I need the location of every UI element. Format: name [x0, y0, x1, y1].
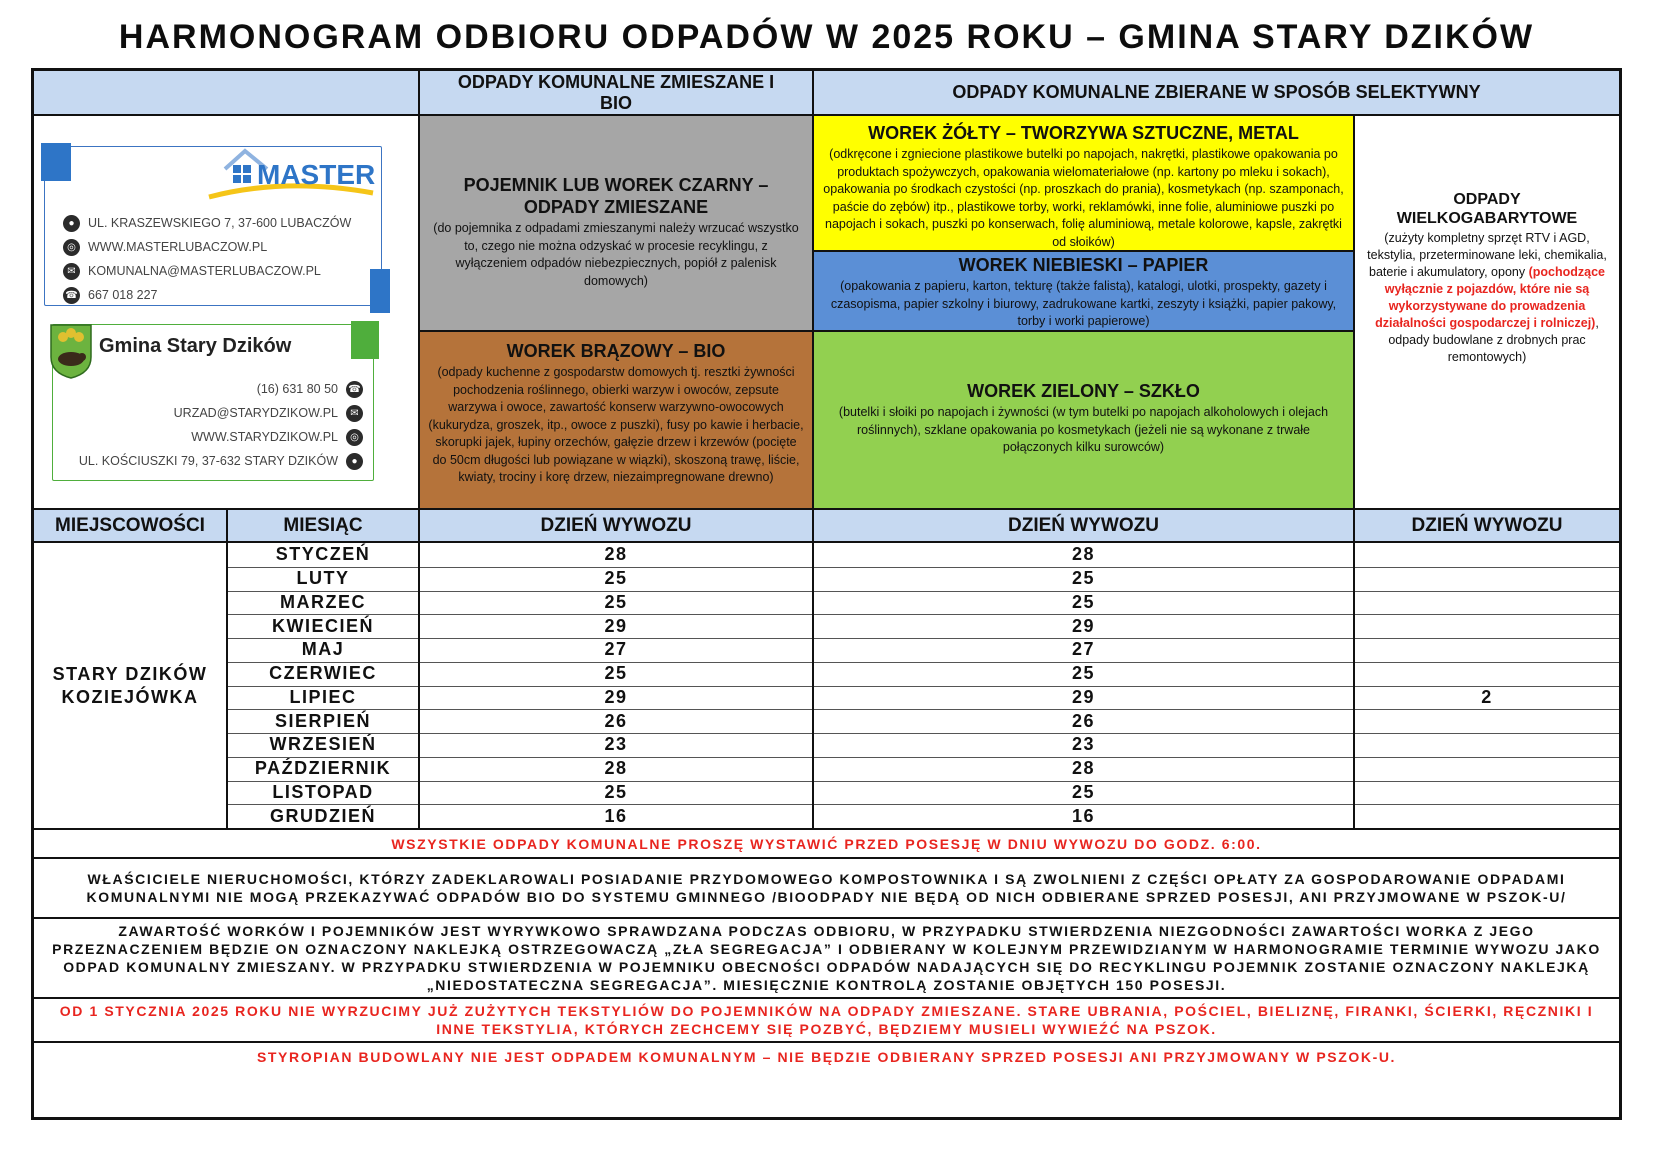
month-cell: KWIECIEŃ: [272, 615, 374, 636]
day-mixed-cell: 27: [604, 639, 628, 660]
day-selective-cell: 27: [1071, 639, 1096, 660]
notice-styrofoam: STYROPIAN BUDOWLANY NIE JEST ODPADEM KOMUNALNYM – NIE BĘDZIE ODBIERANY SPRZED POSESJI ANI PRZYJMOWANY W PSZOK-U.: [256, 1049, 1397, 1065]
day-mixed-cell: 28: [604, 758, 628, 779]
category-brown-bag: [420, 332, 812, 508]
day-bulky-cell: [1355, 757, 1619, 781]
row-divider: [228, 804, 1619, 805]
gmina-name: Gmina Stary Dzików: [99, 335, 292, 357]
category-black-bin: [420, 116, 812, 330]
notice-compost-owners: WŁAŚCICIELE NIERUCHOMOŚCI, KTÓRZY ZADEKLAROWALI POSIADANIE PRZYDOMOWEGO KOMPOSTOWNIKA I SĄ ZWOLNIENI Z CZĘŚCI OPŁATY ZA GOSPODAROWANIE ODPADAMI KOMUNALNYMI NIE MOGĄ PRZEKAZYWAĆ ODPADÓW BIO DO SYSTEMU GMINNEGO /BIOODPADY NIE BĘDĄ OD NICH ODBIERANE SPRZED POSESJI, ANI PRZYJMOWANE W PSZOK-U/: [86, 871, 1567, 905]
month-cell: CZERWIEC: [269, 663, 377, 684]
column-header-day-mixed: DZIEŃ WYWOZU: [420, 510, 812, 541]
day-mixed-cell: 29: [604, 615, 628, 636]
category-yellow-description: (odkręcone i zgniecione plastikowe butelki po napojach, nakrętki, plastikowe opakowania po produktach spożywczych, opakowania wielomateriałowe (np. kartony po mleku i sokach), opakowania po środkach czystości (np. proszkach do prania), kosmetykach (np. szamponach, paście do zębów) itp., plastikowe torby, worki, reklamówki, inne folie, aluminiowe puszki po napojach i sokach, puszki po konserwach, folię aluminiową, metale kolorowe, kapsle, zakrętki od słoików): [823, 147, 1344, 249]
notice-inspection: ZAWARTOŚĆ WORKÓW I POJEMNIKÓW JEST WYRYWKOWO SPRAWDZANA PODCZAS ODBIORU, W PRZYPADKU STWIERDZENIA NIEZGODNOŚCI ZAWARTOŚCI WORKA Z JEGO PRZEZNACZENIEM BĘDZIE ON OZNACZONY NAKLEJKĄ OSTRZEGOWACZĄ „ZŁA SEGREGACJA” I ODBIERANY W KOLEJNYM PRZEWIDZIANYM W HARMONOGRAMIE TERMINIE WYWOZU JAKO ODPAD KOMUNALNY ZMIESZANY. W PRZYPADKU STWIERDZENIA W POJEMNIKU OBECNOŚCI ODPADÓW NADAJĄCYCH SIĘ DO RECYKLINGU POJEMNIK ZOSTANIE OZNACZONY NAKLEJKĄ „NIEDOSTATECZNA SEGREGACJA”. MIESIĘCZNIE KONTROLĄ ZOSTANIE OBJĘTYCH 150 POSESJI.: [52, 923, 1601, 993]
day-mixed-cell: 25: [604, 568, 628, 589]
row-divider: [228, 733, 1619, 734]
row-divider: [228, 638, 1619, 639]
logos-area: [34, 116, 418, 508]
header-mixed: ODPADY KOMUNALNE ZMIESZANE I BIO: [420, 71, 812, 114]
day-bulky-cell: [1355, 733, 1619, 757]
month-cell: STYCZEŃ: [275, 544, 371, 565]
master-phone[interactable]: ☎ 667 018 227: [63, 283, 373, 307]
page-title: HARMONOGRAM ODBIORU ODPADÓW W 2025 ROKU – GMINA STARY DZIKÓW: [118, 18, 1535, 56]
day-bulky-cell: [1355, 638, 1619, 662]
day-bulky-cell: [1355, 781, 1619, 805]
row-divider: [228, 567, 1619, 568]
day-mixed-cell: 23: [604, 734, 628, 755]
day-bulky-cell: [1355, 591, 1619, 615]
header-blank-cell: [34, 71, 418, 114]
category-yellow-heading: WOREK ŻÓŁTY – TWORZYWA SZTUCZNE, METAL: [868, 123, 1299, 143]
category-green-heading: WOREK ZIELONY – SZKŁO: [967, 381, 1200, 401]
day-bulky-cell: [1355, 709, 1619, 733]
phone-icon: ☎: [63, 287, 80, 304]
month-cell: GRUDZIEŃ: [270, 805, 376, 826]
category-green-bag: [814, 332, 1353, 508]
gmina-phone[interactable]: (16) 631 80 50 ☎: [63, 377, 363, 401]
location-pin-icon: ●: [63, 215, 80, 232]
day-selective-cell: 29: [1071, 615, 1096, 636]
schedule-sheet: [31, 68, 1622, 1120]
master-email[interactable]: ✉ KOMUNALNA@MASTERLUBACZOW.PL: [63, 259, 373, 283]
category-brown-heading: WOREK BRĄZOWY – BIO: [506, 341, 726, 361]
day-selective-cell: 25: [1071, 663, 1096, 684]
gmina-website[interactable]: WWW.STARYDZIKOW.PL ◎: [63, 425, 363, 449]
day-mixed-cell: 28: [604, 544, 628, 565]
locality-name: STARY DZIKÓW: [52, 663, 208, 684]
day-selective-cell: 29: [1071, 686, 1096, 707]
day-bulky-cell: 2: [1481, 686, 1493, 707]
day-selective-cell: 28: [1071, 758, 1096, 779]
location-pin-icon: ●: [346, 453, 363, 470]
category-bulky-waste: [1355, 116, 1619, 508]
column-header-localities: MIEJSCOWOŚCI: [34, 510, 226, 541]
month-cell: LUTY: [296, 568, 350, 589]
row-divider: [228, 614, 1619, 615]
column-header-day-bulky: DZIEŃ WYWOZU: [1355, 510, 1619, 541]
day-bulky-cell: [1355, 614, 1619, 638]
category-brown-description: (odpady kuchenne z gospodarstw domowych tj. resztki żywności pochodzenia roślinnego, obierki warzyw i owoców, zepsute warzywa i owoce, zawartość konserw warzywno-owocowych (kukurydza, groszek, itp., owoce z puszki), fusy po kawie i herbacie, skorupki jajek, łupiny orzechów, gałęzie drzew i krzewów (pocięte do 50cm długości lub powiązane w wiązki), skoszoną trawę, liście, kwiaty, trociny i korę drzew, niezaimpregnowane drewno): [428, 365, 804, 484]
month-cell: WRZESIEŃ: [269, 734, 377, 755]
header-selective: ODPADY KOMUNALNE ZBIERANE W SPOSÓB SELEKTYWNY: [814, 71, 1619, 114]
day-selective-cell: 16: [1071, 805, 1096, 826]
row-divider: [228, 709, 1619, 710]
category-yellow-bag: [814, 116, 1353, 250]
gmina-coat-of-arms-icon: [49, 323, 93, 379]
day-selective-cell: 23: [1071, 734, 1096, 755]
notice-set-out-time: WSZYSTKIE ODPADY KOMUNALNE PROSZĘ WYSTAWIĆ PRZED POSESJĘ W DNIU WYWOZU DO GODZ. 6:00.: [391, 835, 1262, 852]
month-cell: PAŹDZIERNIK: [254, 758, 392, 779]
day-mixed-cell: 26: [604, 710, 628, 731]
category-blue-bag: [814, 252, 1353, 330]
row-divider: [228, 591, 1619, 592]
gmina-card: [52, 324, 374, 481]
category-bulky-heading: ODPADY WIELKOGABARYTOWE: [1396, 191, 1578, 227]
month-cell: SIERPIEŃ: [274, 710, 372, 731]
day-bulky-cell: [1355, 804, 1619, 828]
row-divider: [228, 781, 1619, 782]
master-card: [44, 146, 382, 306]
day-mixed-cell: 25: [604, 591, 628, 612]
day-bulky-cell: [1355, 662, 1619, 686]
day-bulky-cell: [1355, 567, 1619, 591]
day-mixed-cell: 25: [604, 663, 628, 684]
master-logo: [205, 147, 375, 202]
locality-name: KOZIEJÓWKA: [61, 686, 199, 707]
day-mixed-cell: 16: [604, 805, 628, 826]
month-cell: MARZEC: [280, 591, 366, 612]
category-blue-description: (opakowania z papieru, karton, tekturę (także falistą), katalogi, ulotki, prospekty, gazety i czasopisma, papier szkolny i biurowy, zadrukowane kartki, zeszyty i książki, papier pakowy, torby i worki papierowe): [830, 279, 1337, 328]
row-divider: [228, 662, 1619, 663]
category-bulky-description: (zużyty kompletny sprzęt RTV i AGD, tekstylia, przeterminowane leki, chemikalia, baterie i akumulatory, opony (pochodzące wyłącznie z pojazdów, które nie są wykorzystywane do prowadzenia działalności gospodarczej i rolniczej), odpady budowlane z drobnych prac remontowych): [1367, 231, 1607, 364]
gmina-email[interactable]: URZAD@STARYDZIKOW.PL ✉: [63, 401, 363, 425]
gmina-address: UL. KOŚCIUSZKI 79, 37-632 STARY DZIKÓW ●: [63, 449, 363, 473]
month-cell: MAJ: [301, 639, 345, 660]
master-corner-accent: [41, 143, 71, 181]
day-selective-cell: 28: [1071, 544, 1096, 565]
envelope-icon: ✉: [346, 405, 363, 422]
master-logo-text: MASTER: [257, 159, 376, 190]
master-address: ● UL. KRASZEWSKIEGO 7, 37-600 LUBACZÓW: [63, 211, 373, 235]
bulky-restriction-note: (pochodzące wyłącznie z pojazdów, które nie są wykorzystywane do prowadzenia działalności gospodarczej i rolniczej): [1375, 265, 1605, 330]
column-header-day-selective: DZIEŃ WYWOZU: [814, 510, 1353, 541]
envelope-icon: ✉: [63, 263, 80, 280]
phone-icon: ☎: [346, 381, 363, 398]
category-black-description: (do pojemnika z odpadami zmieszanymi należy wrzucać wszystko to, czego nie można odzyskać w procesie recyklingu, z wyłączeniem odpadów niebezpiecznych, popiół z palenisk domowych): [433, 221, 799, 288]
day-selective-cell: 26: [1071, 710, 1096, 731]
day-mixed-cell: 25: [604, 781, 628, 802]
day-selective-cell: 25: [1071, 591, 1096, 612]
category-black-heading: POJEMNIK LUB WOREK CZARNY – ODPADY ZMIESZANE: [463, 175, 769, 217]
column-header-month: MIESIĄC: [228, 510, 418, 541]
row-divider: [228, 757, 1619, 758]
day-selective-cell: 25: [1071, 781, 1096, 802]
day-mixed-cell: 29: [604, 686, 628, 707]
row-divider: [228, 686, 1619, 687]
localities-cell: [34, 543, 226, 828]
gmina-corner-accent: [351, 321, 379, 359]
globe-icon: ◎: [346, 429, 363, 446]
master-corner-accent-bottom: [370, 269, 390, 313]
notice-textiles: OD 1 STYCZNIA 2025 ROKU NIE WYRZUCIMY JUŻ ZUŻYTYCH TEKSTYLIÓW DO POJEMNIKÓW NA ODPADY ZMIESZANE. STARE UBRANIA, POŚCIEL, BIELIZNĘ, FIRANKI, ŚCIERKI, RĘCZNIKI I INNE TEKSTYLIA, KTÓRYCH ZECHCEMY SIĘ POZBYĆ, BĘDZIEMY MUSIELI WYWIEŹĆ NA PSZOK.: [59, 1003, 1594, 1037]
category-blue-heading: WOREK NIEBIESKI – PAPIER: [958, 255, 1209, 275]
globe-icon: ◎: [63, 239, 80, 256]
day-selective-cell: 25: [1071, 568, 1096, 589]
day-bulky-cell: [1355, 543, 1619, 567]
master-website[interactable]: ◎ WWW.MASTERLUBACZOW.PL: [63, 235, 373, 259]
category-green-description: (butelki i słoiki po napojach i żywności (w tym butelki po napojach alkoholowych i olejach roślinnych), szklane opakowania po kosmetykach (jeżeli nie są wykonane z trwałe połączonych kilku surowców): [838, 405, 1329, 454]
month-cell: LISTOPAD: [272, 781, 374, 802]
month-cell: LIPIEC: [289, 686, 357, 707]
